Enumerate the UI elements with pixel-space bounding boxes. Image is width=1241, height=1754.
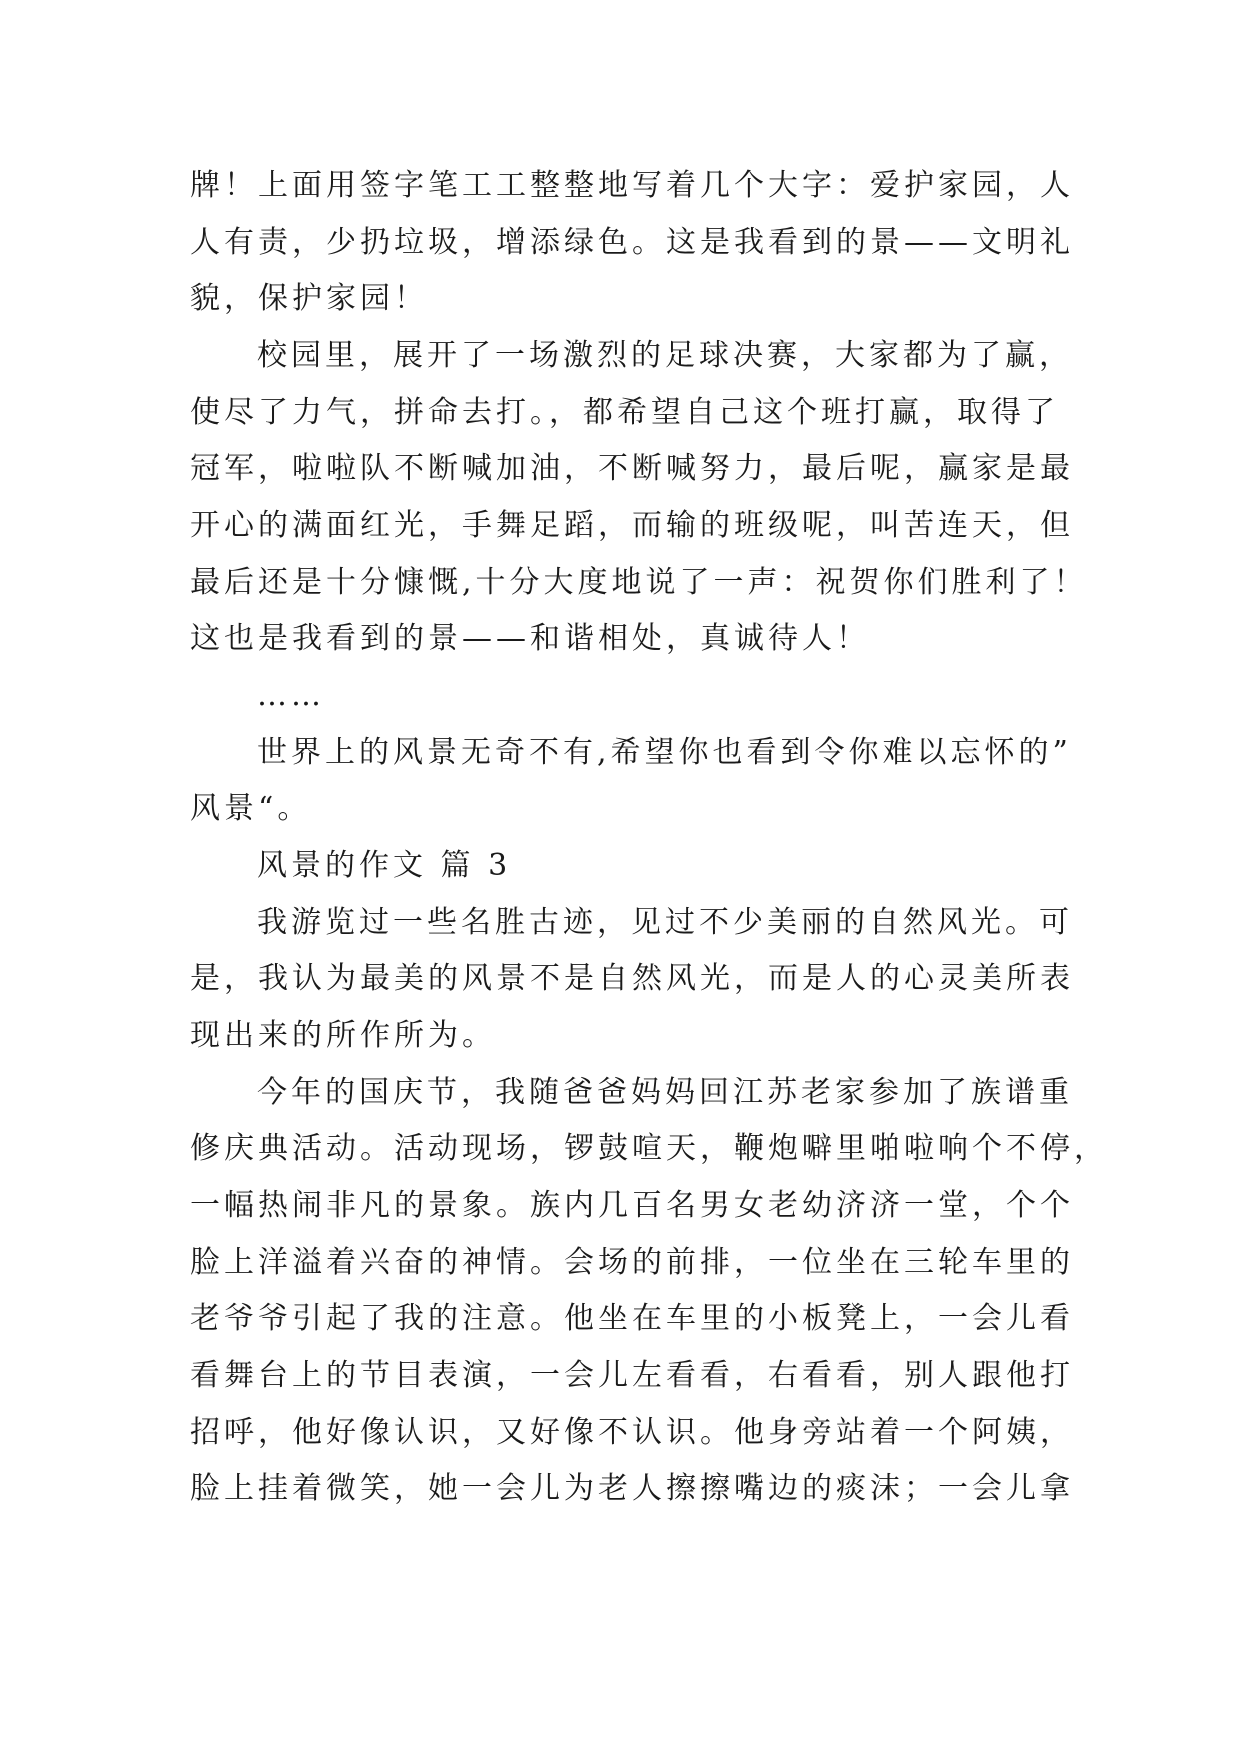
text-line: 我游览过一些名胜古迹，见过不少美丽的自然风光。可 [257,905,1073,940]
text-line: 是，我认为最美的风景不是自然风光，而是人的心灵美所表 [190,961,1074,996]
text-line: 最后还是十分慷慨,十分大度地说了一声：祝贺你们胜利了！ [190,565,1088,600]
text-line: 这也是我看到的景——和谐相处，真诚待人！ [190,621,870,656]
text-line: 貌，保护家园！ [190,281,428,316]
text-line: 今年的国庆节，我随爸爸妈妈回江苏老家参加了族谱重 [257,1075,1073,1110]
text-line: 脸上挂着微笑，她一会儿为老人擦擦嘴边的痰沫；一会儿拿 [190,1471,1074,1506]
text-line: …… [257,678,325,713]
text-line: 脸上洋溢着兴奋的神情。会场的前排，一位坐在三轮车里的 [190,1245,1074,1280]
text-line: 世界上的风景无奇不有,希望你也看到令你难以忘怀的” [257,735,1072,770]
text-line: 冠军，啦啦队不断喊加油，不断喊努力，最后呢，赢家是最 [190,451,1074,486]
text-line: 修庆典活动。活动现场，锣鼓喧天，鞭炮噼里啪啦响个不停， [190,1131,1108,1166]
text-line: 使尽了力气，拼命去打。，都希望自己这个班打赢，取得了 [190,395,1059,430]
text-line: 现出来的所作所为。 [190,1018,496,1053]
section-heading: 风景的作文 篇 3 [257,848,512,883]
text-line: 风景“。 [190,791,312,826]
text-line: 校园里，展开了一场激烈的足球决赛，大家都为了赢， [257,338,1073,373]
text-line: 看舞台上的节目表演，一会儿左看看，右看看，别人跟他打 [190,1358,1074,1393]
text-line: 招呼，他好像认识，又好像不认识。他身旁站着一个阿姨， [190,1415,1074,1450]
text-line: 一幅热闹非凡的景象。族内几百名男女老幼济济一堂，个个 [190,1188,1074,1223]
text-line: 人有责，少扔垃圾，增添绿色。这是我看到的景——文明礼 [190,225,1074,260]
text-line: 牌！上面用签字笔工工整整地写着几个大字：爱护家园，人 [190,168,1074,203]
text-line: 开心的满面红光，手舞足蹈，而输的班级呢，叫苦连天，但 [190,508,1074,543]
text-line: 老爷爷引起了我的注意。他坐在车里的小板凳上，一会儿看 [190,1301,1074,1336]
